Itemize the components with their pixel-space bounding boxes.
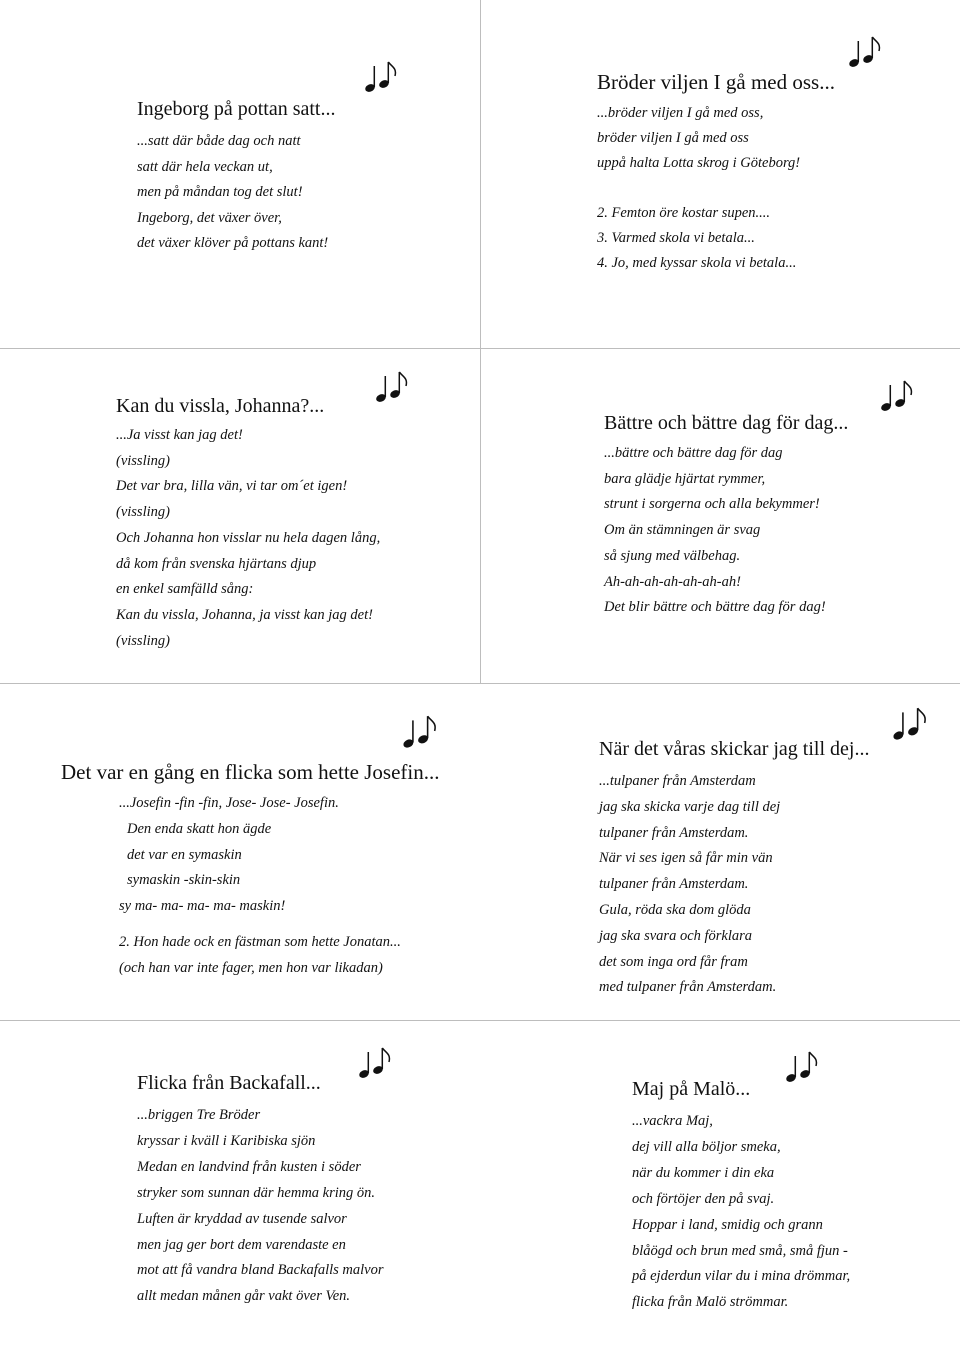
lyric-line: så sjung med välbehag. bbox=[604, 547, 741, 564]
lyric-line: (och han var inte fager, men hon var likadan) bbox=[119, 959, 383, 976]
music-notes-icon bbox=[362, 58, 402, 98]
lyric-line: jag ska skicka varje dag till dej bbox=[599, 798, 781, 815]
song-card-malo bbox=[632, 1078, 850, 1316]
song-title: Ingeborg på pottan satt... bbox=[137, 98, 336, 120]
lyric-line: men jag ger bort dem varendaste en bbox=[137, 1236, 346, 1253]
lyric-line: flicka från Malö strömmar. bbox=[632, 1294, 789, 1311]
lyric-line bbox=[119, 920, 439, 930]
lyric-line: Ah-ah-ah-ah-ah-ah-ah! bbox=[604, 573, 741, 590]
lyric-line: strunt i sorgerna och alla bekymmer! bbox=[604, 496, 820, 513]
lyric-line: (vissling) bbox=[116, 632, 170, 649]
lyric-line: 2. Femton öre kostar supen.... bbox=[597, 205, 771, 221]
song-card-broder bbox=[597, 70, 835, 276]
music-notes-icon bbox=[783, 1048, 823, 1088]
lyric-line: Medan en landvind från kusten i söder bbox=[137, 1158, 361, 1175]
music-notes-icon bbox=[400, 712, 442, 754]
lyric-line: sy ma- ma- ma- ma- maskin! bbox=[119, 898, 286, 915]
lyric-line: dej vill alla böljor smeka, bbox=[632, 1138, 781, 1155]
divider-horizontal bbox=[0, 1020, 960, 1021]
song-title: Maj på Malö... bbox=[632, 1078, 751, 1100]
lyric-line: Det var bra, lilla vän, vi tar om´et igen! bbox=[116, 478, 348, 495]
lyric-line: mot att få vandra bland Backafalls malvor bbox=[137, 1262, 384, 1279]
music-notes-icon bbox=[356, 1044, 396, 1084]
music-notes-icon bbox=[373, 368, 413, 408]
lyric-line: ...tulpaner från Amsterdam bbox=[599, 773, 756, 789]
divider-vertical bbox=[480, 348, 481, 683]
music-notes-icon bbox=[846, 33, 886, 73]
music-notes-icon bbox=[890, 704, 932, 746]
lyric-line: Och Johanna hon visslar nu hela dagen lång, bbox=[116, 529, 381, 546]
lyric-line: bröder viljen I gå med oss bbox=[597, 130, 749, 146]
lyric-line: ...Josefin -fin -fin, Jose- Jose- Josefin. bbox=[119, 795, 339, 811]
lyric-line bbox=[597, 176, 835, 201]
song-title: När det våras skickar jag till dej... bbox=[599, 738, 870, 760]
song-title: Flicka från Backafall... bbox=[137, 1072, 321, 1094]
lyric-line: tulpaner från Amsterdam. bbox=[599, 876, 749, 893]
lyric-line: Ingeborg, det växer över, bbox=[137, 209, 282, 226]
lyric-line: 3. Varmed skola vi betala... bbox=[597, 230, 755, 246]
lyric-line: Den enda skatt hon ägde bbox=[127, 820, 272, 837]
lyric-line: jag ska svara och förklara bbox=[599, 927, 753, 944]
lyric-line: kryssar i kväll i Karibiska sjön bbox=[137, 1132, 316, 1149]
divider-vertical bbox=[480, 0, 481, 348]
lyric-line: ...briggen Tre Bröder bbox=[137, 1107, 261, 1123]
lyric-line: Kan du vissla, Johanna, ja visst kan jag det! bbox=[116, 606, 373, 623]
lyric-line: (vissling) bbox=[116, 452, 170, 469]
song-card-ingeborg bbox=[137, 98, 335, 257]
lyric-line: det växer klöver på pottans kant! bbox=[137, 235, 329, 251]
lyric-line: men på måndan tog det slut! bbox=[137, 184, 303, 200]
lyric-line: symaskin -skin-skin bbox=[127, 872, 241, 889]
lyric-line: tulpaner från Amsterdam. bbox=[599, 824, 749, 841]
divider-horizontal bbox=[0, 683, 960, 684]
lyric-line: stryker som sunnan där hemma kring ön. bbox=[137, 1184, 376, 1201]
lyric-line: Gula, röda ska dom glöda bbox=[599, 901, 751, 918]
song-title: Bröder viljen I gå med oss... bbox=[597, 70, 835, 94]
lyric-line: Luften är kryddad av tusende salvor bbox=[137, 1210, 347, 1227]
lyric-line: en enkel samfälld sång: bbox=[116, 581, 254, 598]
lyric-line: allt medan månen går vakt över Ven. bbox=[137, 1288, 351, 1305]
lyric-line: det var en symaskin bbox=[127, 846, 242, 863]
song-title: Det var en gång en flicka som hette Josefin... bbox=[61, 760, 440, 784]
lyric-line: med tulpaner från Amsterdam. bbox=[599, 979, 777, 996]
lyric-line: Det blir bättre och bättre dag för dag! bbox=[604, 599, 826, 616]
lyric-line: och förtöjer den på svaj. bbox=[632, 1190, 775, 1207]
lyric-line: uppå halta Lotta skrog i Göteborg! bbox=[597, 155, 801, 171]
song-card-backafall bbox=[137, 1072, 383, 1310]
song-title: Bättre och bättre dag för dag... bbox=[604, 412, 849, 434]
song-card-battre bbox=[604, 412, 848, 621]
lyric-line: När vi ses igen så får min vän bbox=[599, 850, 773, 867]
song-card-johanna bbox=[116, 395, 380, 654]
lyric-line: satt där hela veckan ut, bbox=[137, 158, 273, 175]
lyric-line: det som inga ord får fram bbox=[599, 953, 748, 970]
lyric-line: ...satt där både dag och natt bbox=[137, 133, 301, 149]
lyric-line: (vissling) bbox=[116, 504, 170, 521]
lyric-line: på ejderdun vilar du i mina drömmar, bbox=[632, 1268, 851, 1285]
song-card-josefin bbox=[61, 760, 439, 982]
lyric-line: ...Ja visst kan jag det! bbox=[116, 427, 243, 443]
lyric-line: 4. Jo, med kyssar skola vi betala... bbox=[597, 255, 797, 271]
lyric-line: Hoppar i land, smidig och grann bbox=[632, 1216, 823, 1233]
lyric-line: när du kommer i din eka bbox=[632, 1164, 775, 1181]
lyric-line: ...bröder viljen I gå med oss, bbox=[597, 105, 764, 121]
song-title: Kan du vissla, Johanna?... bbox=[116, 395, 325, 417]
lyric-line: Om än stämningen är svag bbox=[604, 522, 761, 539]
lyric-line: då kom från svenska hjärtans djup bbox=[116, 555, 317, 572]
music-notes-icon bbox=[878, 377, 918, 417]
lyric-line: 2. Hon hade ock en fästman som hette Jonatan... bbox=[119, 933, 401, 950]
lyric-line: ...vackra Maj, bbox=[632, 1113, 713, 1129]
lyric-line: blåögd och brun med små, små fjun - bbox=[632, 1242, 848, 1259]
lyric-line: ...bättre och bättre dag för dag bbox=[604, 445, 783, 461]
lyric-line: bara glädje hjärtat rymmer, bbox=[604, 470, 766, 487]
song-card-tulpaner bbox=[599, 738, 869, 1001]
